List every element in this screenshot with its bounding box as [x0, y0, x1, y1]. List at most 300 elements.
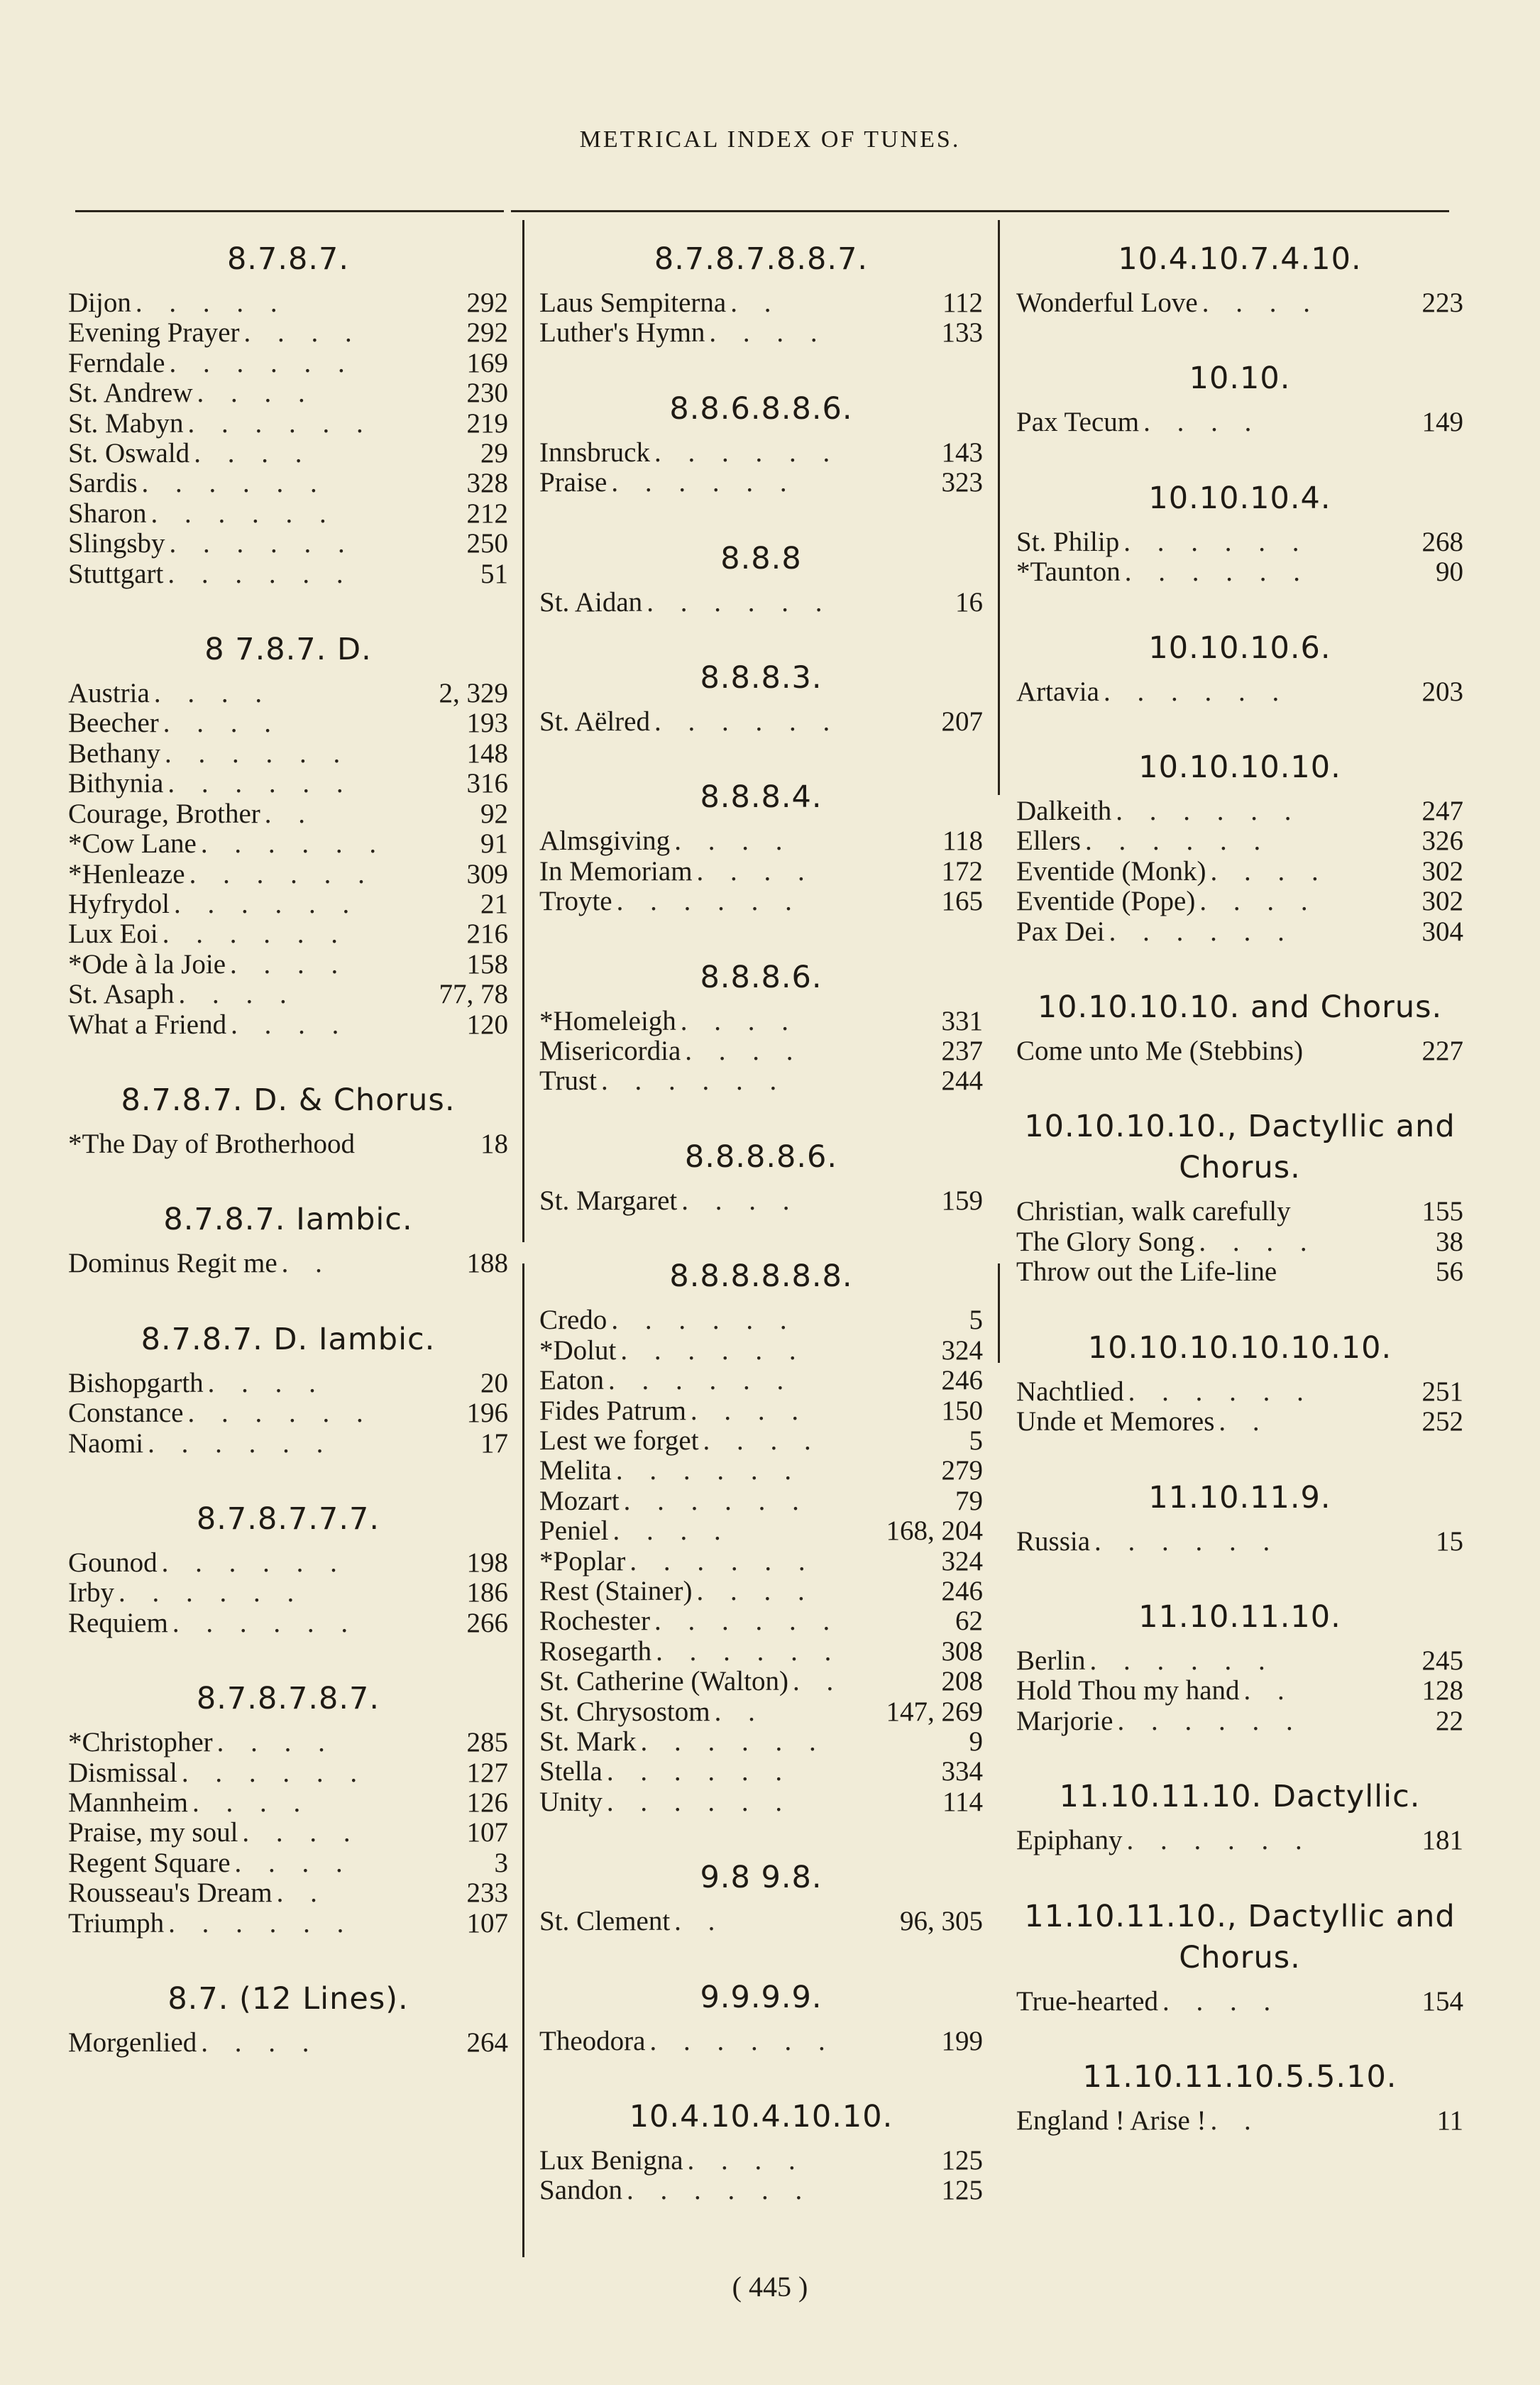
index-column-2 — [539, 220, 983, 2246]
hymn-number: 107 — [466, 1817, 508, 1848]
leader-dots: . . . . . . — [1117, 1706, 1303, 1736]
tune-entry — [539, 1036, 983, 1066]
tune-name: What a Friend — [68, 1009, 227, 1040]
leader-dots: . . — [264, 799, 316, 829]
tune-name: Epiphany — [1016, 1825, 1123, 1856]
hymn-number: 304 — [1421, 916, 1463, 947]
tune-name: St. Aidan — [539, 586, 643, 618]
meter-section — [539, 777, 983, 916]
leader-dots: . . . . . . — [654, 707, 840, 738]
tune-name: St. Aëlred — [539, 706, 650, 738]
leader-dots: . . . . . . — [187, 408, 373, 439]
tune-name: Sandon — [539, 2175, 622, 2206]
tune-name: The Glory Song — [1016, 1226, 1195, 1257]
leader-dots: . . — [1210, 2105, 1261, 2136]
hymn-number: 328 — [466, 468, 508, 499]
hymn-number: 56 — [1436, 1256, 1463, 1288]
tune-name: Constance — [68, 1398, 184, 1429]
leader-dots: . . . . — [1199, 887, 1318, 917]
tune-name: Rest (Stainer) — [539, 1575, 693, 1606]
leader-dots: . . . . — [612, 1516, 731, 1547]
tune-entry — [68, 1848, 508, 1878]
column-divider-1 — [522, 220, 524, 1242]
hymn-number: 3 — [494, 1847, 508, 1878]
tune-name: *Christopher — [68, 1727, 213, 1758]
meter-heading: 10.10.10.4. — [1148, 480, 1331, 516]
tune-name: *Dolut — [539, 1334, 617, 1366]
leader-dots: . . . . . . — [141, 468, 327, 499]
hymn-number: 264 — [466, 2027, 508, 2058]
tune-name: Luther's Hymn — [539, 317, 705, 349]
tune-name: Bethany — [68, 738, 160, 769]
tune-entry — [539, 1907, 983, 1936]
tune-name: Artavia — [1016, 676, 1099, 707]
tune-entry — [539, 438, 983, 468]
tune-name: Praise, my soul — [68, 1817, 238, 1848]
tune-name: Nachtlied — [1016, 1376, 1124, 1407]
tune-name: Trust — [539, 1065, 597, 1097]
hymn-number: 16 — [955, 586, 983, 618]
hymn-number: 107 — [466, 1907, 508, 1939]
leader-dots: . . — [793, 1667, 844, 1697]
meter-section — [1016, 1106, 1463, 1287]
leader-dots: . . . . — [153, 679, 273, 709]
hymn-number: 5 — [969, 1425, 983, 1456]
hymn-number: 199 — [941, 2025, 983, 2056]
tune-entry — [1016, 1036, 1463, 1066]
tune-entry — [1016, 1197, 1463, 1227]
tune-entry — [539, 1305, 983, 1335]
hymn-number: 91 — [480, 828, 508, 860]
hymn-number: 125 — [941, 2145, 983, 2176]
tune-name: Melita — [539, 1455, 612, 1486]
leader-dots: . . . . . . — [150, 498, 336, 529]
hymn-number: 20 — [480, 1367, 508, 1398]
leader-dots: . . . . . . — [615, 1456, 802, 1486]
leader-dots: . . . . — [1201, 288, 1320, 318]
tune-name: Berlin — [1016, 1645, 1086, 1676]
hymn-number: 308 — [941, 1635, 983, 1667]
tune-entry — [68, 529, 508, 559]
hymn-number: 133 — [941, 317, 983, 349]
leader-dots: . . . . . . — [627, 2176, 813, 2206]
tune-entry — [68, 1129, 508, 1159]
hymn-number: 128 — [1421, 1675, 1463, 1706]
hymn-number: 150 — [941, 1395, 983, 1426]
hymn-number: 21 — [480, 888, 508, 919]
hymn-number: 245 — [1421, 1645, 1463, 1676]
leader-dots: . . . . . . — [118, 1578, 304, 1608]
header-rule-right — [511, 210, 1449, 212]
tune-entry — [539, 1007, 983, 1036]
hymn-number: 5 — [969, 1305, 983, 1336]
meter-heading: 8.7.8.7. Iambic. — [163, 1202, 413, 1238]
tune-name: Praise — [539, 467, 607, 498]
tune-name: St. Chrysostom — [539, 1696, 710, 1727]
hymn-number: 29 — [480, 438, 508, 469]
meter-section — [68, 1080, 508, 1159]
hymn-number: 22 — [1436, 1705, 1463, 1736]
tune-entry — [68, 950, 508, 980]
tune-entry — [68, 1369, 508, 1398]
hymn-number: 252 — [1421, 1406, 1463, 1437]
tune-name: *The Day of Brotherhood — [68, 1128, 355, 1159]
tune-entry — [68, 708, 508, 738]
tune-entry — [539, 887, 983, 916]
tune-entry — [68, 1818, 508, 1848]
hymn-number: 186 — [466, 1577, 508, 1608]
hymn-number: 193 — [466, 708, 508, 739]
tune-name: Lest we forget — [539, 1425, 699, 1456]
tune-name: St. Oswald — [68, 438, 190, 469]
leader-dots: . . . . — [1162, 1986, 1281, 2017]
hymn-number: 250 — [466, 528, 508, 559]
hymn-number: 15 — [1436, 1525, 1463, 1557]
tune-name: Unde et Memores — [1016, 1406, 1215, 1437]
leader-dots: . . . . — [216, 1728, 335, 1758]
hymn-number: 316 — [466, 768, 508, 799]
leader-dots: . . . . — [1199, 1227, 1317, 1257]
hymn-number: 208 — [941, 1666, 983, 1697]
tune-name: *Cow Lane — [68, 828, 197, 860]
tune-entry — [68, 318, 508, 348]
tune-entry — [1016, 407, 1463, 437]
tune-entry — [68, 499, 508, 529]
tune-name: Sharon — [68, 498, 147, 529]
hymn-number: 331 — [941, 1005, 983, 1036]
leader-dots: . . . . . . — [1126, 1826, 1312, 1856]
tune-entry — [1016, 796, 1463, 826]
meter-heading: 8.8.8.8.6. — [684, 1139, 838, 1175]
leader-dots: . . . . . . — [167, 769, 353, 799]
meter-heading: 10.10.10.10. — [1138, 750, 1341, 786]
tune-name: *Taunton — [1016, 556, 1121, 588]
tune-name: Fides Patrum — [539, 1395, 686, 1426]
tune-entry — [539, 588, 983, 618]
meter-heading: 11.10.11.9. — [1148, 1479, 1331, 1515]
page-number: ( 445 ) — [732, 2271, 808, 2303]
tune-entry — [68, 980, 508, 1009]
tune-name: Ellers — [1016, 826, 1081, 857]
meter-section — [539, 1857, 983, 1936]
tune-entry — [539, 468, 983, 498]
tune-entry — [68, 1010, 508, 1040]
meter-heading: 8.7.8.7.8.8.7. — [654, 241, 869, 277]
leader-dots: . . . . . . — [1094, 1526, 1280, 1557]
leader-dots: . . . . . . — [169, 348, 355, 378]
tune-entry — [1016, 857, 1463, 887]
header-rule-left — [75, 210, 504, 212]
meter-section — [539, 1136, 983, 1216]
tune-name: Hold Thou my hand — [1016, 1675, 1240, 1706]
tune-name: Requiem — [68, 1607, 168, 1638]
tune-name: Eaton — [539, 1365, 604, 1396]
hymn-number: 223 — [1421, 287, 1463, 318]
meter-heading: 8 7.8.7. D. — [204, 632, 372, 668]
hymn-number: 148 — [466, 738, 508, 769]
hymn-number: 207 — [941, 706, 983, 738]
leader-dots: . . . . . . — [1109, 916, 1294, 947]
meter-heading: 10.10.10.6. — [1148, 630, 1331, 666]
tune-name: *Poplar — [539, 1545, 626, 1577]
hymn-number: 216 — [466, 919, 508, 950]
tune-name: *Ode à la Joie — [68, 948, 226, 980]
tune-name: Marjorie — [1016, 1705, 1113, 1736]
tune-entry — [68, 349, 508, 378]
tune-name: Bishopgarth — [68, 1367, 204, 1398]
leader-dots: . . . . . . — [200, 829, 387, 860]
tune-name: Eventide (Monk) — [1016, 855, 1206, 887]
tune-entry — [1016, 1527, 1463, 1557]
tune-name: England ! Arise ! — [1016, 2105, 1206, 2136]
meter-heading: 11.10.11.10., Dactyllic and Chorus. — [1024, 1898, 1456, 1975]
leader-dots: . . . . — [709, 318, 827, 349]
leader-dots: . . . . . . — [620, 1335, 806, 1366]
hymn-number: 334 — [941, 1756, 983, 1787]
hymn-number: 198 — [466, 1547, 508, 1578]
tune-entry — [68, 1728, 508, 1758]
tune-name: Irby — [68, 1577, 114, 1608]
hymn-number: 219 — [466, 407, 508, 439]
tune-entry — [68, 1878, 508, 1908]
tune-name: Laus Sempiterna — [539, 287, 727, 318]
leader-dots: . . . . — [163, 708, 281, 739]
tune-name: Throw out the Life-line — [1016, 1256, 1277, 1288]
hymn-number: 326 — [1421, 826, 1463, 857]
meter-section — [1016, 238, 1463, 318]
leader-dots: . . . . . . — [611, 468, 797, 498]
meter-section — [1016, 2056, 1463, 2136]
tune-name: Eventide (Pope) — [1016, 886, 1196, 917]
hymn-number: 181 — [1421, 1825, 1463, 1856]
tune-entry — [539, 1426, 983, 1456]
hymn-number: 292 — [466, 287, 508, 318]
meter-section — [1016, 1596, 1463, 1736]
leader-dots: . . . . . . — [1089, 1645, 1275, 1676]
hymn-number: 323 — [941, 467, 983, 498]
tune-name: St. Clement — [539, 1906, 671, 1937]
tune-name: *Homeleigh — [539, 1005, 676, 1036]
leader-dots: . . . . . . — [168, 1908, 354, 1939]
meter-heading: 8.7.8.7. — [226, 241, 350, 277]
tune-entry — [539, 1336, 983, 1366]
meter-heading: 8.7.8.7. D. Iambic. — [141, 1321, 436, 1357]
leader-dots: . . . . . . — [623, 1486, 809, 1516]
tune-entry — [539, 1186, 983, 1216]
tune-name: Morgenlied — [68, 2027, 197, 2058]
meter-heading: 9.8 9.8. — [700, 1860, 823, 1896]
tune-entry — [68, 559, 508, 589]
tune-entry — [1016, 917, 1463, 947]
leader-dots: . . . . . . — [606, 1787, 793, 1817]
index-column-1 — [68, 220, 508, 2098]
meter-section — [539, 388, 983, 498]
tune-name: Dismissal — [68, 1757, 177, 1788]
tune-name: Regent Square — [68, 1847, 231, 1878]
tune-entry — [1016, 826, 1463, 856]
leader-dots: . . . . . . — [656, 1636, 842, 1667]
tune-entry — [1016, 288, 1463, 318]
tune-name: Rosegarth — [539, 1635, 652, 1667]
hymn-number: 149 — [1421, 407, 1463, 438]
meter-section — [539, 238, 983, 349]
tune-entry — [68, 860, 508, 889]
meter-section — [68, 1498, 508, 1638]
tune-entry — [68, 288, 508, 318]
tune-entry — [68, 739, 508, 769]
leader-dots: . . . . — [703, 1425, 821, 1456]
hymn-number: 155 — [1421, 1196, 1463, 1227]
leader-dots: . . . . — [696, 1576, 815, 1606]
tune-entry — [539, 1637, 983, 1667]
hymn-number: 38 — [1436, 1226, 1463, 1257]
hymn-number: 244 — [941, 1065, 983, 1097]
meter-heading: 8.8.8 — [720, 540, 802, 576]
leader-dots: . . . . . . — [1103, 676, 1289, 707]
meter-section — [539, 1977, 983, 2056]
leader-dots: . . — [276, 1878, 327, 1909]
tune-entry — [539, 1697, 983, 1727]
tune-entry — [68, 409, 508, 439]
tune-name: Stuttgart — [68, 558, 164, 589]
tune-name: Lux Benigna — [539, 2145, 683, 2176]
tune-entry — [1016, 1227, 1463, 1257]
hymn-number: 302 — [1421, 855, 1463, 887]
tune-entry — [68, 468, 508, 498]
tune-entry — [1016, 527, 1463, 557]
leader-dots: . . . . — [685, 1036, 803, 1067]
tune-entry — [68, 919, 508, 949]
tune-entry — [539, 857, 983, 887]
tune-name: Lux Eoi — [68, 919, 158, 950]
hymn-number: 51 — [480, 558, 508, 589]
tune-name: Rochester — [539, 1606, 650, 1637]
column-divider-1b — [522, 1263, 524, 2257]
hymn-number: 18 — [480, 1128, 508, 1159]
tune-name: Bithynia — [68, 768, 164, 799]
tune-name: Almsgiving — [539, 826, 671, 857]
tune-name: *Henleaze — [68, 858, 185, 889]
leader-dots: . . . . . . — [606, 1757, 793, 1787]
leader-dots: . . . . . . — [629, 1546, 815, 1577]
tune-entry — [68, 679, 508, 708]
meter-section — [539, 657, 983, 737]
leader-dots: . . . . . . — [616, 887, 802, 917]
leader-dots: . . . . — [680, 1006, 799, 1036]
tune-name: Credo — [539, 1305, 607, 1336]
tune-name: Triumph — [68, 1907, 165, 1939]
tune-name: Austria — [68, 678, 150, 709]
hymn-number: 324 — [941, 1545, 983, 1577]
leader-dots: . . — [281, 1249, 332, 1279]
tune-entry — [68, 1909, 508, 1939]
tune-entry — [1016, 1377, 1463, 1407]
tune-entry — [1016, 1407, 1463, 1437]
hymn-number: 158 — [466, 948, 508, 980]
leader-dots: . . . . — [674, 826, 793, 857]
leader-dots: . . . . — [690, 1396, 809, 1426]
leader-dots: . . . . . . — [169, 529, 355, 559]
leader-dots: . . . . . . — [649, 2026, 835, 2056]
meter-section — [1016, 627, 1463, 707]
meter-heading: 10.4.10.4.10.10. — [629, 2099, 893, 2134]
leader-dots: . . . . — [197, 378, 315, 409]
hymn-number: 90 — [1436, 556, 1463, 588]
leader-dots: . . . . . . — [1123, 527, 1309, 557]
index-column-3 — [1016, 220, 1463, 2176]
leader-dots: . . . . . . — [148, 1428, 334, 1459]
meter-heading: 8.7.8.7. D. & Chorus. — [121, 1082, 456, 1118]
meter-section — [539, 2096, 983, 2206]
tune-name: In Memoriam — [539, 855, 693, 887]
tune-name: Dominus Regit me — [68, 1248, 277, 1279]
hymn-number: 188 — [466, 1248, 508, 1279]
hymn-number: 9 — [969, 1726, 983, 1757]
tune-name: St. Mark — [539, 1726, 637, 1757]
tune-entry — [539, 1577, 983, 1606]
tune-entry — [539, 2176, 983, 2205]
meter-heading: 8.8.6.8.8.6. — [669, 390, 853, 427]
leader-dots: . . . . — [231, 1009, 349, 1040]
hymn-number: 292 — [466, 317, 508, 349]
leader-dots: . . . . . . — [167, 559, 353, 589]
tune-name: St. Margaret — [539, 1185, 678, 1216]
tune-name: Rousseau's Dream — [68, 1877, 273, 1909]
leader-dots: . . . . — [1143, 407, 1262, 438]
hymn-number: 285 — [466, 1727, 508, 1758]
meter-section — [1016, 747, 1463, 947]
leader-dots: . . . . — [194, 439, 312, 469]
tune-name: Theodora — [539, 2025, 646, 2056]
tune-entry — [1016, 1676, 1463, 1706]
tune-entry — [1016, 1646, 1463, 1676]
hymn-number: 96, 305 — [900, 1906, 983, 1937]
hymn-number: 165 — [941, 886, 983, 917]
leader-dots: . . . . . — [135, 288, 287, 318]
meter-section — [68, 238, 508, 589]
hymn-number: 112 — [942, 287, 983, 318]
hymn-number: 168, 204 — [886, 1515, 983, 1547]
leader-dots: . . . . . . — [654, 1606, 840, 1637]
tune-name: St. Andrew — [68, 378, 193, 409]
meter-section — [1016, 1327, 1463, 1437]
tune-name: Unity — [539, 1786, 603, 1817]
tune-name: Courage, Brother — [68, 798, 260, 829]
leader-dots: . . . . . . — [647, 587, 832, 618]
hymn-number: 77, 78 — [439, 979, 508, 1010]
tune-name: Beecher — [68, 708, 159, 739]
meter-heading: 8.7.8.7.8.7. — [196, 1681, 380, 1717]
hymn-number: 246 — [941, 1365, 983, 1396]
tune-name: Christian, walk carefully — [1016, 1196, 1291, 1227]
tune-entry — [1016, 2106, 1463, 2136]
meter-section — [539, 538, 983, 618]
hymn-number: 143 — [941, 437, 983, 468]
meter-section — [539, 957, 983, 1097]
tune-entry — [539, 1456, 983, 1486]
meter-section — [68, 1199, 508, 1278]
hymn-number: 212 — [466, 498, 508, 529]
tune-entry — [539, 1667, 983, 1696]
leader-dots: . . . . — [230, 949, 348, 980]
meter-heading: 10.4.10.7.4.10. — [1118, 241, 1362, 277]
tune-name: Pax Tecum — [1016, 407, 1140, 438]
meter-section — [1016, 987, 1463, 1066]
hymn-number: 118 — [942, 826, 983, 857]
tune-entry — [539, 1547, 983, 1577]
leader-dots: . . . . — [681, 1185, 800, 1216]
tune-entry — [68, 799, 508, 829]
